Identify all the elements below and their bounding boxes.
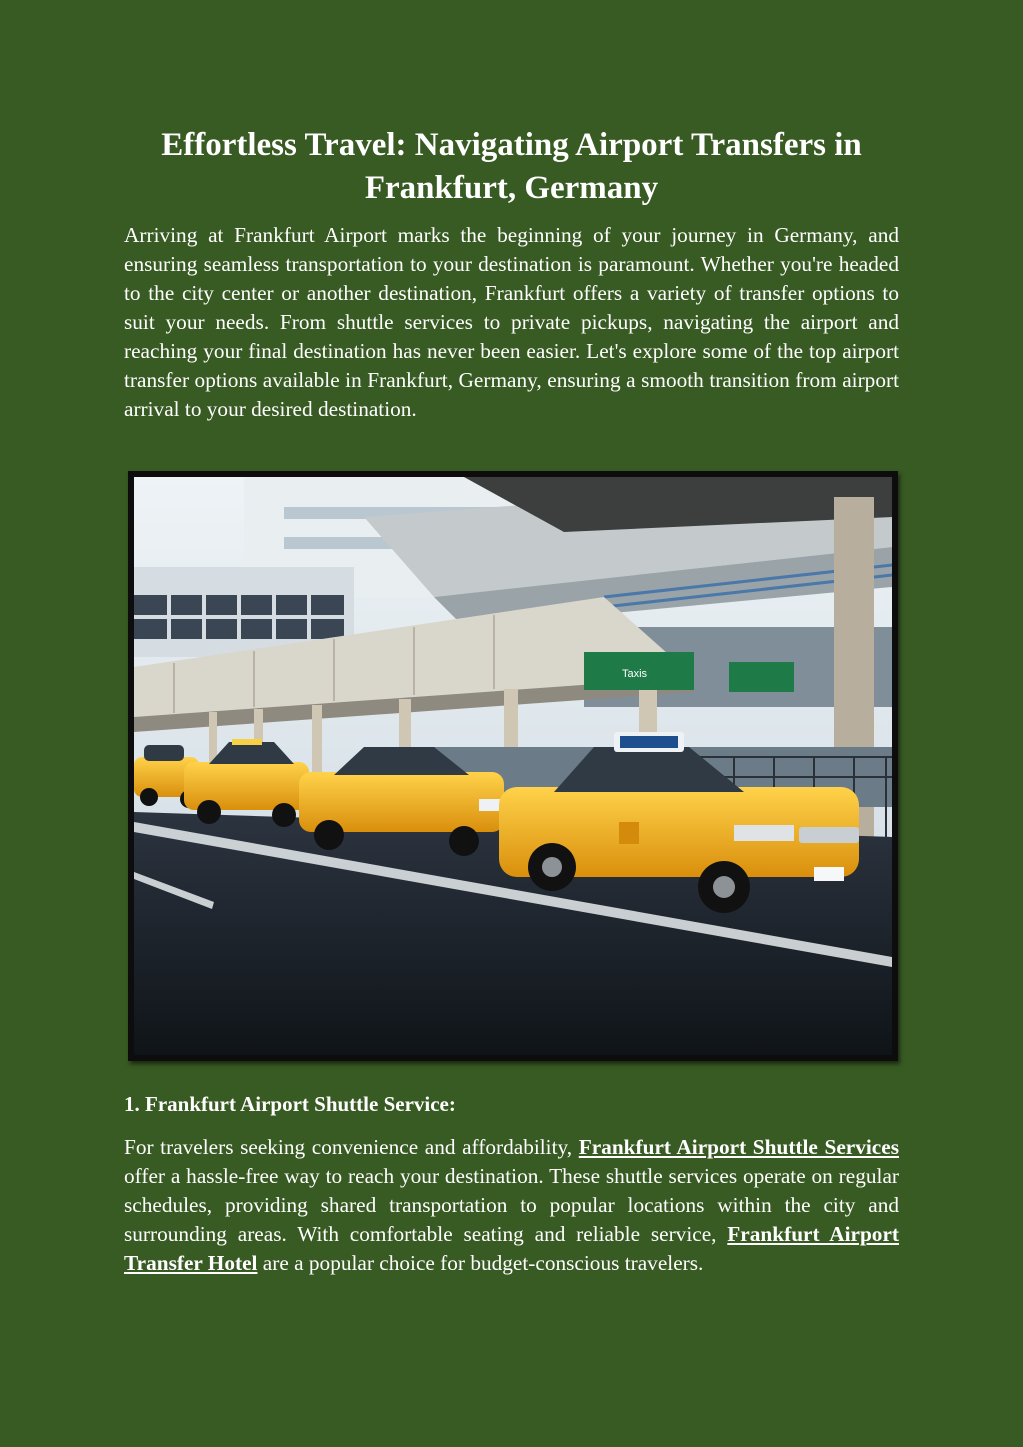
taxi-sign-text: Taxis (622, 668, 648, 680)
intro-paragraph: Arriving at Frankfurt Airport marks the beginning of your journey in Germany, and ensuring seamless transportation to your destination is paramount. Whether you're headed to the city center or another destination, Frankfurt offers a variety of transfer options to suit your needs. From shuttle services to private pickups, navigating the airport and reaching your final destination has never been easier. Let's explore some of the top airport transfer options available in Frankfurt, Germany, ensuring a smooth transition from airport arrival to your desired destination. (124, 223, 899, 421)
shuttle-text-b: offer a hassle-free way to reach your destination. These shuttle services operate on regular schedules, providing shared transportation to popular locations within the city and surrounding areas. With comfortable seating and reliable service, (124, 1164, 899, 1246)
shuttle-services-link[interactable]: Frankfurt Airport Shuttle Services (578, 1135, 899, 1159)
section-heading-shuttle: 1. Frankfurt Airport Shuttle Service: (124, 1092, 456, 1116)
transfer-hotel-link[interactable]: Frankfurt Airport Transfer Hotel (124, 1222, 900, 1275)
page-title: Effortless Travel: Navigating Airport Transfers in Frankfurt, Germany (161, 127, 862, 206)
shuttle-text-a: For travelers seeking convenience and affordability, (124, 1135, 579, 1159)
airport-taxi-photo (128, 471, 898, 1061)
shuttle-paragraph (124, 1133, 899, 1278)
airport-taxi-illustration (134, 477, 892, 1055)
shuttle-text-c: are a popular choice for budget-conscious travelers. (257, 1251, 704, 1275)
